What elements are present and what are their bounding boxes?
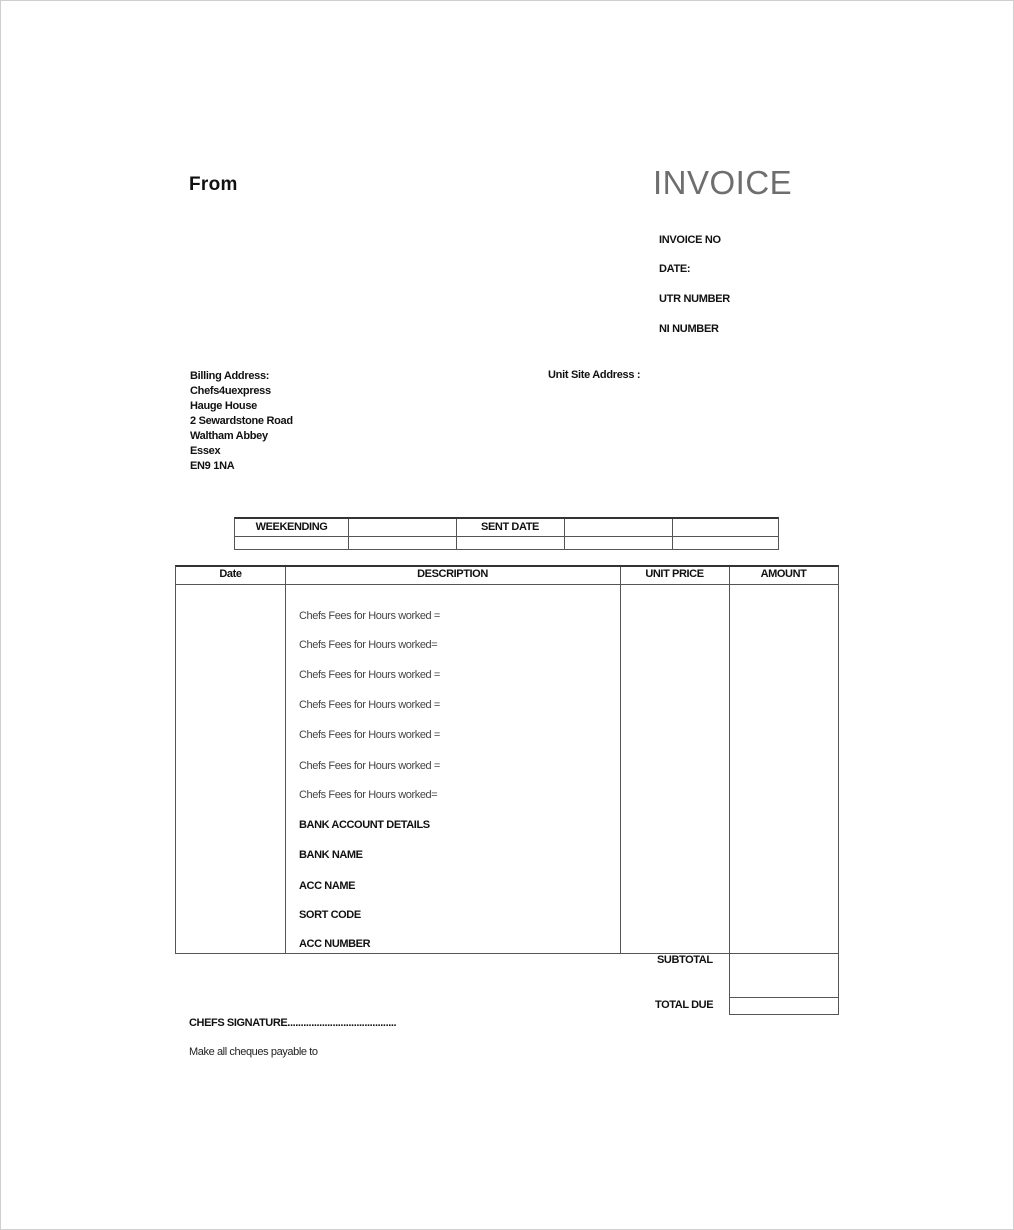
- fee-line: Chefs Fees for Hours worked =: [299, 760, 440, 772]
- table-divider: [285, 567, 286, 953]
- fee-line: Chefs Fees for Hours worked=: [299, 789, 438, 801]
- billing-address-line: EN9 1NA: [190, 460, 235, 472]
- billing-address-line: Waltham Abbey: [190, 430, 268, 442]
- invoice-title: INVOICE: [653, 164, 793, 201]
- acc-number-label: ACC NUMBER: [299, 938, 371, 950]
- from-label: From: [189, 174, 238, 195]
- utr-number-label: UTR NUMBER: [659, 293, 730, 305]
- weekending-header: WEEKENDING: [255, 521, 328, 533]
- date-column-header: Date: [219, 568, 242, 580]
- table-divider: [730, 997, 838, 998]
- description-column-header: DESCRIPTION: [417, 568, 488, 580]
- table-divider: [348, 519, 349, 549]
- sent-date-header: SENT DATE: [481, 521, 539, 533]
- date-label: DATE:: [659, 263, 691, 275]
- table-divider: [620, 567, 621, 953]
- fee-line: Chefs Fees for Hours worked =: [299, 610, 440, 622]
- cheques-payable-label: Make all cheques payable to: [189, 1046, 318, 1058]
- unit-site-address-label: Unit Site Address :: [548, 369, 641, 381]
- sort-code-label: SORT CODE: [299, 909, 361, 921]
- subtotal-label: SUBTOTAL: [657, 954, 713, 966]
- ni-number-label: NI NUMBER: [659, 323, 719, 335]
- table-divider: [564, 519, 565, 549]
- billing-address: [190, 369, 293, 474]
- items-table: [175, 565, 839, 954]
- total-due-label: TOTAL DUE: [655, 999, 714, 1011]
- billing-address-line: Chefs4uexpress: [190, 385, 271, 397]
- fee-line: Chefs Fees for Hours worked =: [299, 729, 440, 741]
- bank-account-details-label: BANK ACCOUNT DETAILS: [299, 819, 430, 831]
- totals-box: [729, 952, 839, 1015]
- billing-address-line: Essex: [190, 445, 221, 457]
- unit-price-column-header: UNIT PRICE: [645, 568, 704, 580]
- weekending-table: [234, 517, 779, 550]
- bank-name-label: BANK NAME: [299, 849, 363, 861]
- fee-line: Chefs Fees for Hours worked=: [299, 639, 438, 651]
- invoice-no-label: INVOICE NO: [659, 234, 721, 246]
- chefs-signature-label: CHEFS SIGNATURE.........................................: [189, 1017, 397, 1029]
- amount-column-header: AMOUNT: [760, 568, 807, 580]
- billing-address-heading: Billing Address:: [190, 370, 270, 382]
- acc-name-label: ACC NAME: [299, 880, 356, 892]
- table-divider: [672, 519, 673, 549]
- billing-address-line: Hauge House: [190, 400, 257, 412]
- table-divider: [729, 567, 730, 953]
- fee-line: Chefs Fees for Hours worked =: [299, 699, 440, 711]
- table-divider: [235, 536, 778, 537]
- table-divider: [176, 584, 838, 585]
- fee-line: Chefs Fees for Hours worked =: [299, 669, 440, 681]
- billing-address-line: 2 Sewardstone Road: [190, 415, 293, 427]
